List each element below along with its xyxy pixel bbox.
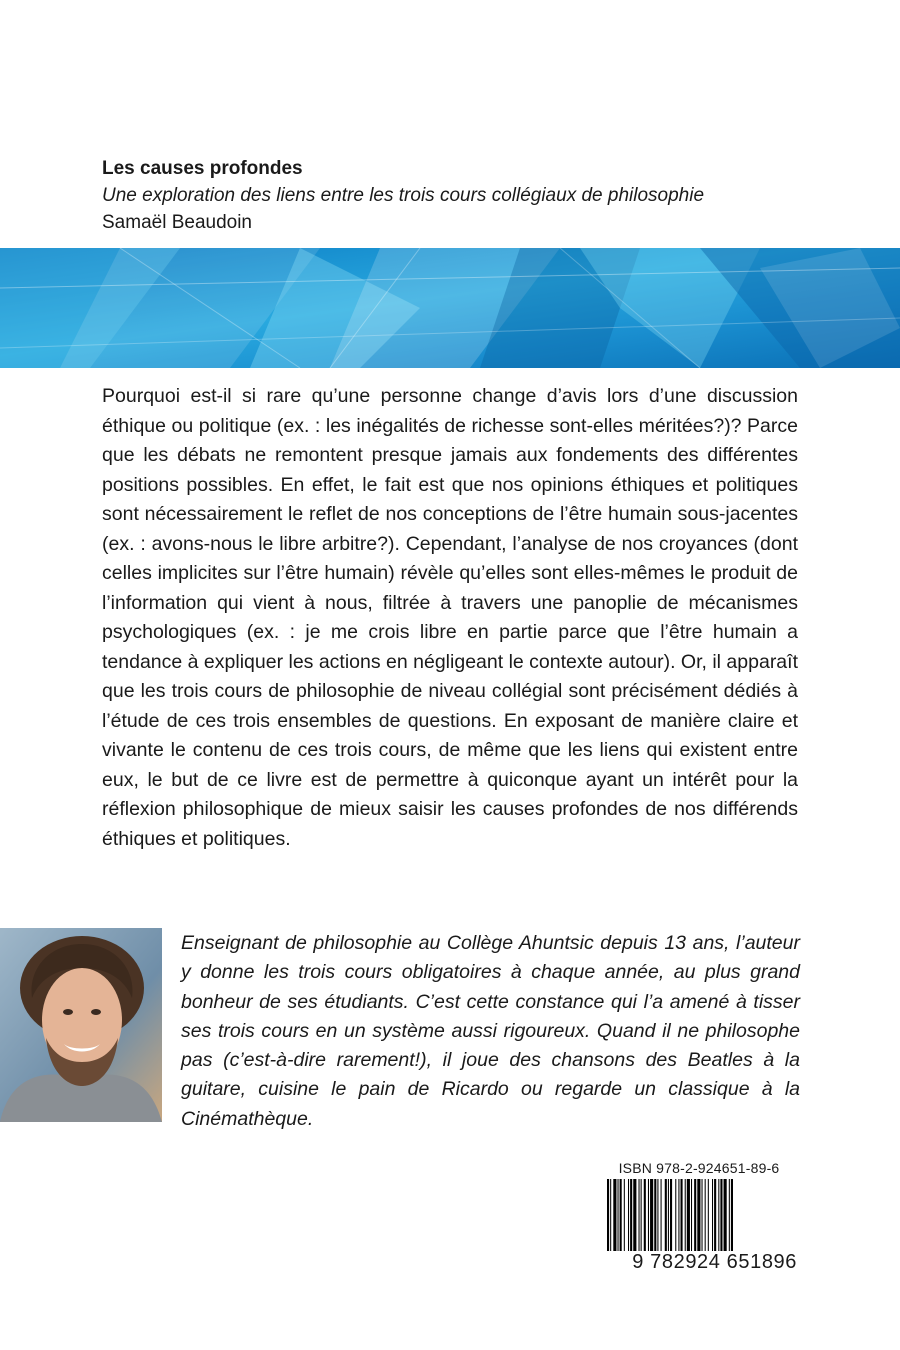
- barcode-bar: [607, 1179, 609, 1251]
- barcode-bar: [678, 1179, 679, 1251]
- barcode-bar: [633, 1179, 636, 1251]
- barcode-bar: [628, 1179, 629, 1251]
- book-author: Samaël Beaudoin: [102, 212, 252, 233]
- barcode-bar: [697, 1179, 700, 1251]
- barcode-bar: [714, 1179, 716, 1251]
- barcode-bar: [724, 1179, 727, 1251]
- barcode-bar: [665, 1179, 667, 1251]
- author-portrait: [0, 928, 162, 1122]
- barcode-bar: [618, 1179, 619, 1251]
- barcode: [601, 1179, 797, 1251]
- barcode-bar: [620, 1179, 622, 1251]
- barcode-bar: [718, 1179, 719, 1251]
- barcode-bar: [639, 1179, 640, 1251]
- barcode-bar: [613, 1179, 616, 1251]
- isbn-barcode-block: [601, 1160, 797, 1274]
- barcode-bar: [702, 1179, 703, 1251]
- barcode-bar: [681, 1179, 683, 1251]
- barcode-bar: [691, 1179, 692, 1251]
- back-cover-summary: Pourquoi est-il si rare qu’une personne change d’avis lors d’une discussion éthique ou politique (ex. : les inégalités de richesse sont-elles méritées?)? Parce que les débats ne remontent presque jamais aux fondements des différentes positions possibles. En effet, le fait est que nos opinions éthiques et politiques sont nécessairement le reflet de nos conceptions de l’être humain sous-jacentes (ex. : avons-nous le libre arbitre?). Cependant, l’analyse de nos croyances (dont celles implicites sur l’être humain) révèle qu’elles sont elles-mêmes le produit de l’information qui vient à nous, filtrée à travers une panoplie de mécanismes psychologiques (ex. : je me crois libre en partie parce que l’être humain a tendance à expliquer les actions en négligeant le contexte autour). Or, il apparaît que les trois cours de philosophie de niveau collégial sont précisément dédiés à l’étude de ces trois ensembles de questions. En exposant de manière claire et vivante le contenu de ces trois cours, de même que les liens qui existent entre eux, le but de ce livre est de permettre à quiconque ayant un intérêt pour la réflexion philosophique de mieux saisir les causes profondes de nos différends éthiques et politiques.: [102, 385, 798, 850]
- barcode-bar: [685, 1179, 686, 1251]
- author-biography: Enseignant de philosophie au Collège Ahuntsic depuis 13 ans, l’auteur y donne les trois cours obligatoires à chaque année, au plus grand bonheur de ses étudiants. C’est cette constance qui l’a amené à tisser ses trois cours en un système aussi rigoureux. Quand il ne philosophe pas (c’est-à-dire rarement!), il joue des chansons des Beatles à la guitare, cuisine le pain de Ricardo ou regarde un classique à la Cinémathèque.: [181, 932, 800, 1130]
- barcode-bar: [648, 1179, 649, 1251]
- barcode-bar: [624, 1179, 625, 1251]
- barcode-bar: [670, 1179, 672, 1251]
- barcode-bar: [687, 1179, 690, 1251]
- barcode-bar: [668, 1179, 669, 1251]
- book-title: Les causes profondes: [102, 158, 303, 179]
- decorative-blue-banner: [0, 248, 900, 368]
- barcode-bar: [731, 1179, 733, 1251]
- barcode-bar: [641, 1179, 642, 1251]
- barcode-bar: [694, 1179, 696, 1251]
- book-subtitle: Une exploration des liens entre les trois cours collégiaux de philosophie: [102, 185, 705, 206]
- barcode-bar: [661, 1179, 662, 1251]
- barcode-bar: [708, 1179, 709, 1251]
- isbn-label: ISBN 978-2-924651-89-6: [618, 1160, 780, 1176]
- barcode-bar: [705, 1179, 706, 1251]
- barcode-bar: [644, 1179, 646, 1251]
- barcode-bar: [630, 1179, 632, 1251]
- barcode-bar: [720, 1179, 722, 1251]
- barcode-digits: 9 782924 651896: [632, 1251, 797, 1273]
- barcode-bar: [657, 1179, 658, 1251]
- book-header: [102, 156, 862, 236]
- barcode-bar: [610, 1179, 611, 1251]
- barcode-bar: [729, 1179, 730, 1251]
- barcode-bar: [675, 1179, 676, 1251]
- barcode-bar: [654, 1179, 656, 1251]
- barcode-bar: [712, 1179, 713, 1251]
- barcode-bar: [650, 1179, 653, 1251]
